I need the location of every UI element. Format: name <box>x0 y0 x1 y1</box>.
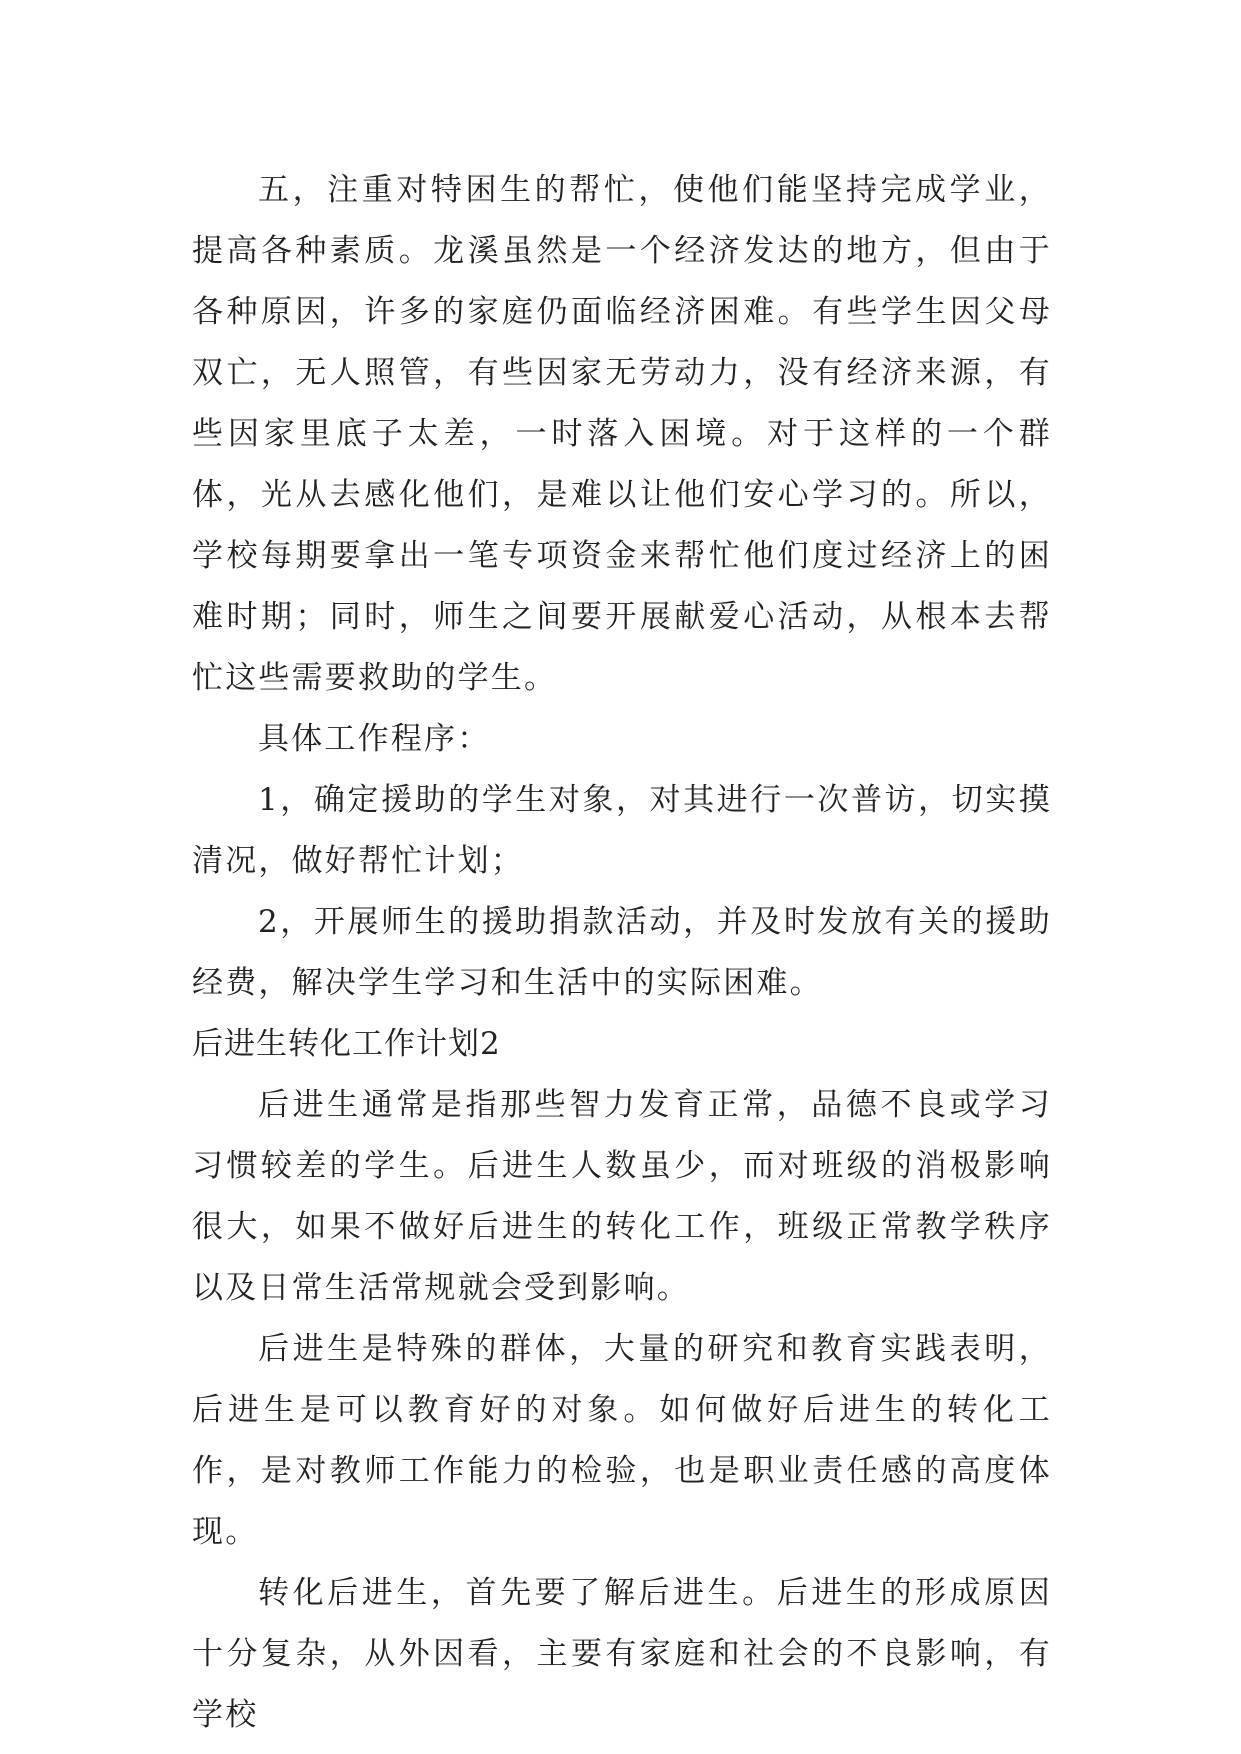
paragraph-step-1: 1，确定援助的学生对象，对其进行一次普访，切实摸清况，做好帮忙计划； <box>192 782 1052 879</box>
paragraph-understanding-causes: 转化后进生，首先要了解后进生。后进生的形成原因十分复杂，从外因看，主要有家庭和社会的不良影响，有学校 <box>192 1575 1052 1733</box>
paragraph-special-needs-students: 五，注重对特困生的帮忙，使他们能坚持完成学业，提高各种素质。龙溪虽然是一个经济发达的地方，但由于各种原因，许多的家庭仍面临经济困难。有些学生因父母双亡，无人照管，有些因家无劳动力，没有经济来源，有些因家里底子太差，一时落入困境。对于这样的一个群体，光从去感化他们，是难以让他们安心学习的。所以，学校每期要拿出一笔专项资金来帮忙他们度过经济上的困难时期；同时，师生之间要开展献爱心活动，从根本去帮忙这些需要救助的学生。 <box>192 172 1052 696</box>
paragraph-step-2: 2，开展师生的援助捐款活动，并及时发放有关的援助经费，解决学生学习和生活中的实际困难。 <box>192 904 1052 1001</box>
section-heading: 后进生转化工作计划2 <box>192 1026 501 1062</box>
document-body <box>192 160 1052 1746</box>
paragraph-special-group: 后进生是特殊的群体，大量的研究和教育实践表明，后进生是可以教育好的对象。如何做好后进生的转化工作，是对教师工作能力的检验，也是职业责任感的高度体现。 <box>192 1331 1052 1550</box>
paragraph-work-procedure-label: 具体工作程序： <box>258 721 491 757</box>
paragraph-definition: 后进生通常是指那些智力发育正常，品德不良或学习习惯较差的学生。后进生人数虽少，而对班级的消极影响很大，如果不做好后进生的转化工作，班级正常教学秩序以及日常生活常规就会受到影响。 <box>192 1087 1052 1306</box>
